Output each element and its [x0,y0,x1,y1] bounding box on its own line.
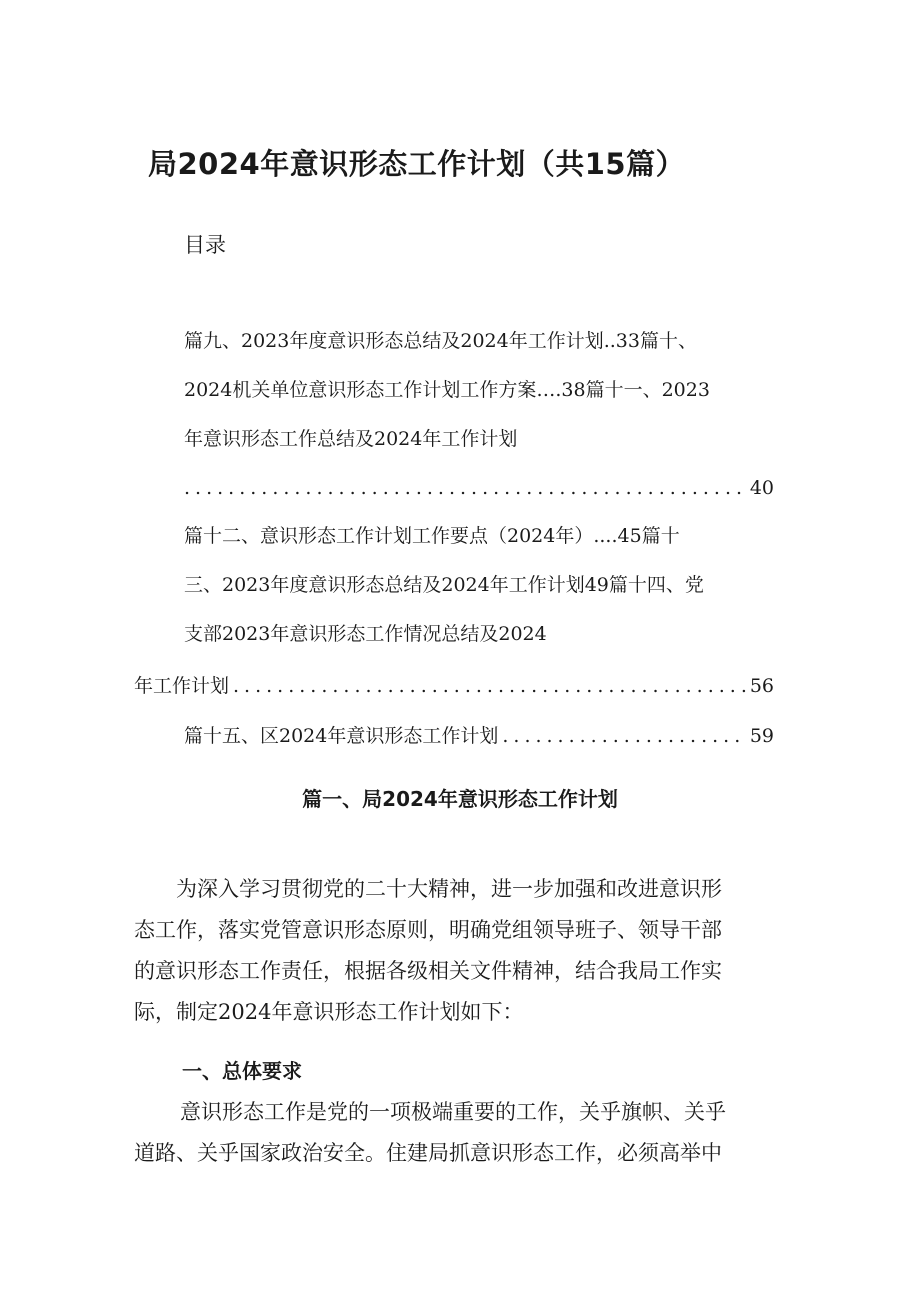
toc-entry[interactable] [184,722,774,750]
toc-entry-label: 年工作计划 [134,675,230,697]
body-paragraph [134,869,790,1033]
toc-line[interactable]: 篇九、2023年度意识形态总结及2024年工作计划..33篇十、 [184,330,697,352]
toc-line[interactable]: 篇十二、意识形态工作计划工作要点（2024年）....45篇十 [184,525,680,547]
toc-line[interactable]: 三、2023年度意识形态总结及2024年工作计划49篇十四、党 [184,574,704,596]
toc-line[interactable]: 年意识形态工作总结及2024年工作计划 [184,428,518,450]
paragraph-line: 际，制定2024年意识形态工作计划如下： [134,1000,524,1024]
toc-leader-dots [184,474,746,502]
paragraph-line: 道路、关乎国家政治安全。住建局抓意识形态工作，必须高举中 [134,1141,722,1165]
toc-heading: 目录 [184,233,226,257]
toc-line[interactable]: 2024机关单位意识形态工作计划工作方案….38篇十一、2023 [184,379,710,401]
document-title: 局2024年意识形态工作计划（共15篇） [148,147,686,181]
paragraph-line: 的意识形态工作责任，根据各级相关文件精神，结合我局工作实 [134,959,722,983]
section-subheading: 一、总体要求 [182,1059,302,1083]
paragraph-line: 态工作，落实党管意识形态原则，明确党组领导班子、领导干部 [134,918,722,942]
toc-page-number: 59 [749,725,774,747]
toc-line[interactable]: 支部2023年意识形态工作情况总结及2024 [184,623,547,645]
section-title: 篇一、局2024年意识形态工作计划 [302,787,618,811]
toc-page-number: 40 [749,477,774,499]
toc-entry[interactable] [134,672,774,700]
toc-entry-label: 篇十五、区2024年意识形态工作计划 [184,725,499,747]
paragraph-line: 为深入学习贯彻党的二十大精神，进一步加强和改进意识形 [176,877,722,901]
paragraph-line: 意识形态工作是党的一项极端重要的工作，关乎旗帜、关乎 [180,1100,726,1124]
body-paragraph [134,1092,790,1174]
toc-leader-line[interactable] [184,474,774,502]
toc-leader-dots [502,722,745,750]
toc-page-number: 56 [749,675,774,697]
toc-leader-dots [233,672,746,700]
